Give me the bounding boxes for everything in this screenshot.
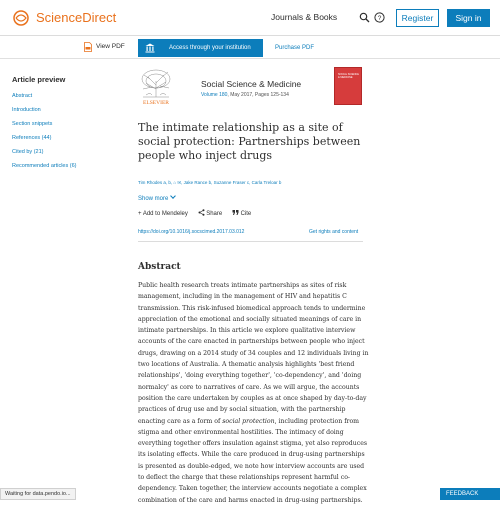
sidebar-item-recommended[interactable]: Recommended articles (6) — [12, 163, 77, 169]
cite-label: Cite — [240, 211, 252, 217]
doi-link[interactable]: https://doi.org/10.1016/j.socscimed.2017.03.012 — [138, 229, 245, 235]
sign-in-button[interactable]: Sign in — [447, 9, 490, 27]
article-toolbar — [0, 36, 500, 59]
journal-pages: , May 2017, Pages 125-134 — [227, 92, 289, 98]
browser-status-bar: Waiting for data.pendo.io... — [0, 488, 76, 500]
abstract-text — [138, 280, 370, 504]
author-list[interactable]: Tim Rhodes a, b, ⌂ ✉, Jake Rance b, Suzanne Fraser c, Carla Treloar b — [138, 180, 282, 185]
abstract-text-part-2: , including protection from stigma and other environmental hostilities. The intimacy of doing everything together offers insulation against stigma, yet also reproduces its isolating effects. While the care produced in drug-using partnerships is presented as double-edged, we note how interview accounts are used to deflect the charge that these relationships represent harmful co-dependency. Taken together, the interview accounts negotiate a complex combination of the care and harms enacted in drug-using partnerships. — [138, 417, 368, 504]
pdf-icon — [84, 42, 92, 52]
sidebar-item-section-snippets[interactable]: Section snippets — [12, 121, 53, 127]
journal-volume-link[interactable]: Volume 180 — [201, 92, 228, 98]
quote-icon — [232, 209, 239, 216]
journal-cover-image[interactable] — [334, 67, 362, 105]
abstract-heading: Abstract — [138, 262, 181, 272]
search-icon[interactable] — [359, 12, 370, 23]
help-icon[interactable] — [374, 12, 385, 23]
sidebar-item-introduction[interactable]: Introduction — [12, 107, 41, 113]
register-button[interactable]: Register — [396, 9, 439, 27]
journal-volume — [201, 92, 289, 98]
share-icon — [198, 209, 205, 216]
article-actions — [138, 209, 259, 217]
elsevier-tree-logo[interactable] — [138, 67, 174, 105]
sidebar-item-cited-by[interactable]: Cited by (21) — [12, 149, 44, 155]
sidebar-item-abstract[interactable]: Abstract — [12, 93, 33, 99]
show-more-button[interactable] — [138, 194, 175, 202]
feedback-button[interactable]: FEEDBACK — [440, 488, 500, 500]
show-more-label: Show more — [138, 196, 169, 202]
journals-books-link[interactable]: Journals & Books — [271, 12, 338, 22]
share-button[interactable] — [198, 211, 223, 217]
sidebar-title: Article preview — [12, 75, 66, 84]
purchase-pdf-link[interactable]: Purchase PDF — [275, 45, 315, 51]
abstract-emphasis: social protection — [222, 417, 275, 425]
get-rights-link[interactable]: Get rights and content — [309, 229, 359, 235]
elsevier-logo-text: ELSEVIER — [143, 100, 169, 106]
access-institution-button[interactable]: Access through your institution — [138, 39, 263, 57]
view-pdf-button[interactable]: View PDF — [96, 43, 125, 50]
cite-button[interactable] — [232, 211, 251, 217]
share-label: Share — [206, 211, 223, 217]
institution-icon — [145, 43, 155, 53]
cover-text: SOCIAL SCIENCE & MEDICINE — [338, 73, 359, 79]
divider — [138, 241, 363, 242]
brand-name[interactable]: ScienceDirect — [36, 10, 117, 25]
chevron-down-icon — [171, 193, 177, 199]
sidebar-item-references[interactable]: References (44) — [12, 135, 52, 141]
abstract-text-part-1: Public health research treats intimate partnerships as sites of risk management, including in the management of HIV and hepatitis C transmission. This risk-infused biomedical approach tends to undermine appreciation of the emotional and socially situated meanings of care in intimate partnerships. In this article we explore qualitative interview accounts of the care enacted in partnerships between people who inject drugs, drawing on a 2014 study of 34 couples and 12 individuals living in two locations of Australia. A thematic analysis highlights 'best friend relationships', 'doing everything together', 'co-dependency', and 'doing normalcy' as core to narratives of care. As we will argue, the accounts position the care undertaken by couples as at once shaped by day-to-day practices of drug use and by social situation, with the partnership enacting care as a form of — [138, 282, 369, 425]
sciencedirect-logo-icon[interactable] — [12, 9, 30, 27]
svg-text:?: ? — [377, 15, 382, 22]
top-bar — [0, 0, 500, 36]
add-to-mendeley-button[interactable]: + Add to Mendeley — [138, 211, 188, 217]
article-title: The intimate relationship as a site of social protection: Partnerships between people who inject drugs — [138, 121, 361, 162]
journal-name[interactable]: Social Science & Medicine — [201, 79, 302, 89]
